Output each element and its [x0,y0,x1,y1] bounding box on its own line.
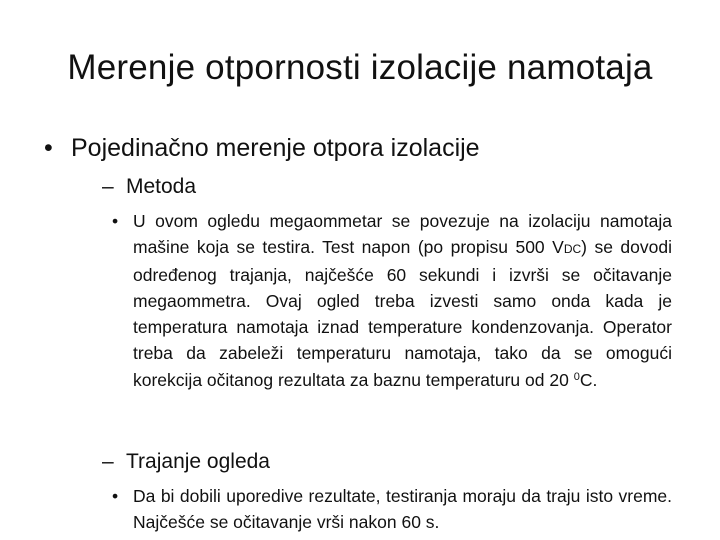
main-bullet-text: Pojedinačno merenje otpora izolacije [71,134,480,162]
metoda-description-text [133,208,672,393]
section-heading-text: Trajanje ogleda [126,450,270,473]
slide-title: Merenje otpornosti izolacije namotaja [67,48,653,87]
trajanje-description-text: Da bi dobili uporedive rezultate, testiranja moraju da traju isto vreme. Najčešće se očitavanje vrši nakon 60 s. [133,486,672,533]
section-heading-text: Metoda [126,175,197,198]
metoda-description [112,208,672,393]
vdc-subscript: DC [563,242,582,257]
metoda-text-part-1: U ovom ogledu megaommetar se povezuje na izolaciju namotaja mašine koja se testira. Test napon (po propisu 500 V [133,211,672,258]
section-heading-trajanje [102,447,270,477]
bullet-marker: • [44,134,53,162]
dash-marker: – [102,175,114,198]
bullet-marker: • [112,486,119,506]
main-bullet [44,130,480,166]
dash-marker: – [102,450,114,473]
metoda-text-part-3: C. [579,369,598,390]
bullet-marker: • [112,211,119,231]
metoda-text-part-2: ) se dovodi određenog trajanja, najčešće 60 sekundi i izvrši se očitavanje megaommetra. Ovaj ogled treba izvesti samo onda kada je temperatura namotaja iznad temperature kondenzovanja. Operator treba da zabeleži temperaturu namotaja, tako da se omogući korekcija očitanog rezultata za baznu temperaturu od 20 [133,237,672,390]
degree-superscript: 0 [573,370,580,383]
section-heading-metoda [102,172,196,202]
trajanje-description [112,483,672,535]
